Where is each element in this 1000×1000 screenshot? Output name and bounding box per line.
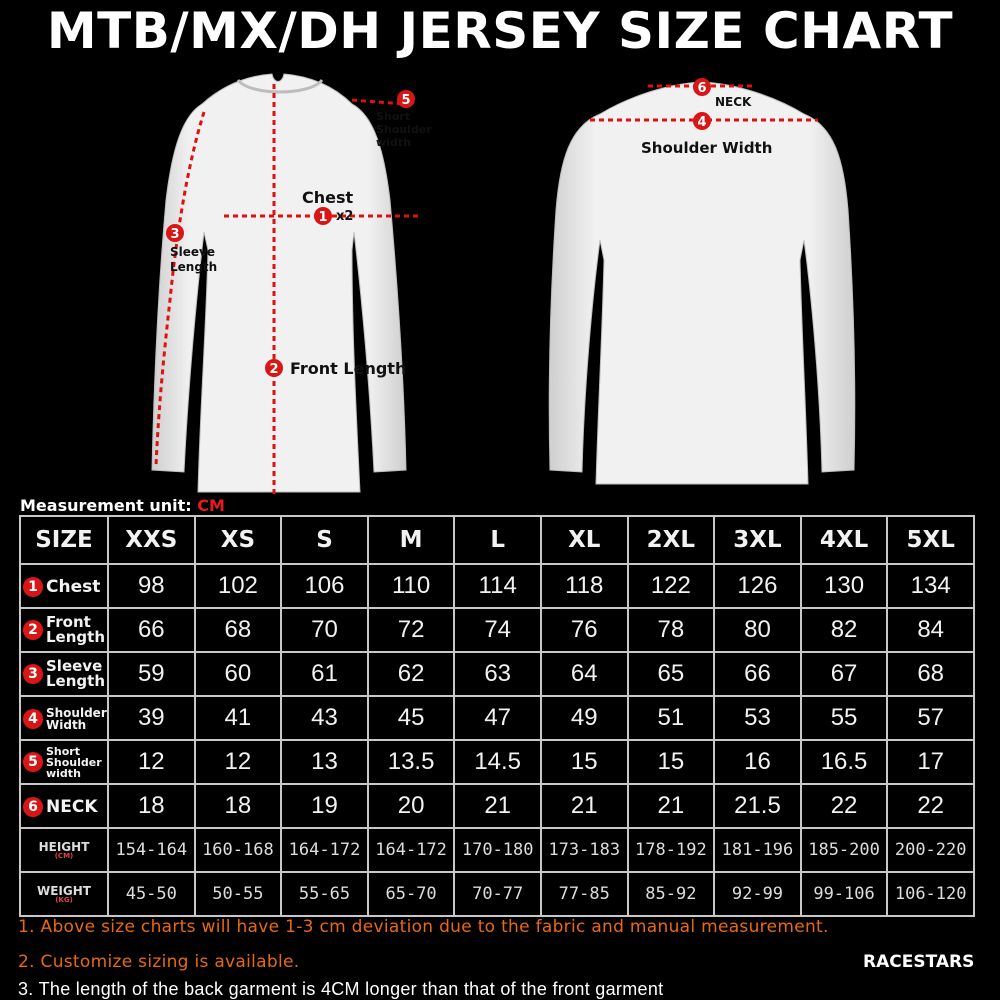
row-label-text xyxy=(46,746,102,779)
table-cell: 106 xyxy=(281,564,368,608)
table-cell: 82 xyxy=(801,608,888,652)
table-cell: 185-200 xyxy=(801,828,888,872)
table-cell: 21 xyxy=(454,784,541,828)
row-label xyxy=(20,696,108,740)
marker-3 xyxy=(166,224,184,242)
table-cell: 170-180 xyxy=(454,828,541,872)
table-row xyxy=(20,608,974,652)
marker-6 xyxy=(693,78,711,96)
table-cell: 181-196 xyxy=(714,828,801,872)
table-cell: 76 xyxy=(541,608,628,652)
table-cell: 45-50 xyxy=(108,872,195,916)
table-cell: 66 xyxy=(714,652,801,696)
row-label-line: WEIGHT xyxy=(37,883,91,898)
size-column-header: S xyxy=(281,516,368,564)
note-3: 3. The length of the back garment is 4CM longer than that of the front garment xyxy=(18,979,664,999)
row-label-text xyxy=(39,841,90,860)
row-label xyxy=(20,564,108,608)
row-label-line: HEIGHT xyxy=(38,839,90,854)
row-label-line: width xyxy=(46,766,81,780)
table-cell: 65-70 xyxy=(368,872,455,916)
size-column-header: XXS xyxy=(108,516,195,564)
short-shoulder-label xyxy=(376,110,432,149)
measurement-unit-value: CM xyxy=(197,496,225,515)
table-cell: 200-220 xyxy=(887,828,974,872)
chest-label: Chest xyxy=(302,188,354,207)
table-cell: 57 xyxy=(887,696,974,740)
row-label-text xyxy=(37,885,91,904)
table-cell: 62 xyxy=(368,652,455,696)
short-shoulder-line xyxy=(352,100,404,104)
row-number-badge: 5 xyxy=(23,752,43,772)
table-cell: 67 xyxy=(801,652,888,696)
table-cell: 45 xyxy=(368,696,455,740)
table-cell: 134 xyxy=(887,564,974,608)
table-cell: 19 xyxy=(281,784,368,828)
measurement-unit-label: Measurement unit: xyxy=(20,496,192,515)
table-cell: 77-85 xyxy=(541,872,628,916)
short-label-line3: width xyxy=(376,136,411,149)
table-cell: 164-172 xyxy=(368,828,455,872)
table-cell: 14.5 xyxy=(454,740,541,784)
row-unit-label: (CM) xyxy=(54,851,74,860)
size-column-header: 4XL xyxy=(801,516,888,564)
table-cell: 64 xyxy=(541,652,628,696)
row-label-text xyxy=(46,707,107,731)
row-label-line: Length xyxy=(46,628,105,646)
table-cell: 114 xyxy=(454,564,541,608)
row-label-text xyxy=(46,576,101,597)
row-number-badge: 3 xyxy=(23,664,43,684)
row-number-badge: 4 xyxy=(23,709,43,729)
size-column-header: 2XL xyxy=(628,516,715,564)
row-unit-label: (KG) xyxy=(55,895,73,904)
table-row xyxy=(20,564,974,608)
table-cell: 65 xyxy=(628,652,715,696)
table-cell: 22 xyxy=(887,784,974,828)
svg-text:1: 1 xyxy=(318,210,328,225)
row-label-line: Shoulder xyxy=(46,706,107,720)
short-label-line1: Short xyxy=(376,110,410,123)
table-cell: 20 xyxy=(368,784,455,828)
table-cell: 12 xyxy=(108,740,195,784)
short-label-line2: Shoulder xyxy=(376,123,432,136)
row-label xyxy=(20,872,108,916)
table-cell: 21 xyxy=(541,784,628,828)
table-cell: 18 xyxy=(195,784,282,828)
row-label-line: Shoulder xyxy=(46,755,102,769)
table-cell: 63 xyxy=(454,652,541,696)
table-cell: 122 xyxy=(628,564,715,608)
row-number-badge: 1 xyxy=(23,577,43,597)
table-cell: 85-92 xyxy=(628,872,715,916)
table-cell: 41 xyxy=(195,696,282,740)
table-cell: 55-65 xyxy=(281,872,368,916)
row-number-badge: 6 xyxy=(23,797,43,817)
table-row xyxy=(20,828,974,872)
row-number-badge: 2 xyxy=(23,620,43,640)
table-cell: 60 xyxy=(195,652,282,696)
table-cell: 21.5 xyxy=(714,784,801,828)
size-column-header: XL xyxy=(541,516,628,564)
table-cell: 154-164 xyxy=(108,828,195,872)
marker-1 xyxy=(314,207,332,225)
table-cell: 160-168 xyxy=(195,828,282,872)
row-label-line: Width xyxy=(46,718,87,732)
table-cell: 68 xyxy=(195,608,282,652)
table-row xyxy=(20,784,974,828)
row-label-line: NECK xyxy=(46,796,98,817)
row-label-text xyxy=(46,796,98,817)
row-label xyxy=(20,740,108,784)
table-cell: 118 xyxy=(541,564,628,608)
table-cell: 22 xyxy=(801,784,888,828)
table-cell: 16.5 xyxy=(801,740,888,784)
svg-text:6: 6 xyxy=(697,81,707,96)
table-cell: 15 xyxy=(628,740,715,784)
table-cell: 50-55 xyxy=(195,872,282,916)
row-label xyxy=(20,608,108,652)
size-column-header: M xyxy=(368,516,455,564)
marker-5 xyxy=(397,90,415,108)
row-label-text xyxy=(46,615,105,645)
table-cell: 49 xyxy=(541,696,628,740)
size-table xyxy=(19,515,975,917)
table-cell: 102 xyxy=(195,564,282,608)
table-header-row xyxy=(20,516,974,564)
table-cell: 110 xyxy=(368,564,455,608)
table-cell: 164-172 xyxy=(281,828,368,872)
table-cell: 74 xyxy=(454,608,541,652)
table-cell: 12 xyxy=(195,740,282,784)
table-cell: 78 xyxy=(628,608,715,652)
table-cell: 106-120 xyxy=(887,872,974,916)
marker-4 xyxy=(693,112,711,130)
brand-name: RACESTARS xyxy=(863,952,975,972)
table-cell: 126 xyxy=(714,564,801,608)
measurement-unit xyxy=(20,496,225,515)
marker-2 xyxy=(265,359,283,377)
table-cell: 17 xyxy=(887,740,974,784)
table-cell: 80 xyxy=(714,608,801,652)
table-cell: 61 xyxy=(281,652,368,696)
table-row xyxy=(20,652,974,696)
table-cell: 66 xyxy=(108,608,195,652)
svg-text:3: 3 xyxy=(170,227,180,242)
table-cell: 43 xyxy=(281,696,368,740)
svg-text:5: 5 xyxy=(401,93,411,108)
table-cell: 92-99 xyxy=(714,872,801,916)
table-cell: 98 xyxy=(108,564,195,608)
size-column-header: XS xyxy=(195,516,282,564)
row-label-line: Length xyxy=(46,672,105,690)
table-cell: 13.5 xyxy=(368,740,455,784)
row-label-line: Chest xyxy=(46,576,101,597)
note-1: 1. Above size charts will have 1-3 cm deviation due to the fabric and manual measurement. xyxy=(18,917,829,937)
front-length-label: Front Length xyxy=(290,359,407,378)
table-cell: 18 xyxy=(108,784,195,828)
shoulder-width-label: Shoulder Width xyxy=(641,139,773,157)
row-label-line: Short xyxy=(46,744,80,758)
size-header: SIZE xyxy=(20,516,108,564)
table-cell: 130 xyxy=(801,564,888,608)
table-cell: 16 xyxy=(714,740,801,784)
size-column-header: L xyxy=(454,516,541,564)
table-cell: 51 xyxy=(628,696,715,740)
table-row xyxy=(20,872,974,916)
sleeve-label xyxy=(170,245,217,275)
neck-label: NECK xyxy=(715,95,752,109)
table-cell: 59 xyxy=(108,652,195,696)
table-cell: 21 xyxy=(628,784,715,828)
row-label xyxy=(20,784,108,828)
table-cell: 13 xyxy=(281,740,368,784)
front-jersey xyxy=(152,74,406,492)
table-cell: 39 xyxy=(108,696,195,740)
table-cell: 70 xyxy=(281,608,368,652)
table-cell: 178-192 xyxy=(628,828,715,872)
size-column-header: 3XL xyxy=(714,516,801,564)
svg-text:4: 4 xyxy=(697,115,707,130)
table-cell: 15 xyxy=(541,740,628,784)
row-label-line: Front xyxy=(46,613,91,631)
chest-multiplier: x2 xyxy=(336,209,354,224)
table-cell: 53 xyxy=(714,696,801,740)
table-row xyxy=(20,696,974,740)
row-label xyxy=(20,652,108,696)
sleeve-label-line1: Sleeve xyxy=(170,245,215,259)
table-cell: 47 xyxy=(454,696,541,740)
table-cell: 55 xyxy=(801,696,888,740)
page-title: MTB/MX/DH JERSEY SIZE CHART xyxy=(46,2,954,60)
row-label xyxy=(20,828,108,872)
table-cell: 173-183 xyxy=(541,828,628,872)
row-label-line: Sleeve xyxy=(46,657,103,675)
table-cell: 84 xyxy=(887,608,974,652)
table-row xyxy=(20,740,974,784)
row-label-text xyxy=(46,659,105,689)
size-column-header: 5XL xyxy=(887,516,974,564)
svg-text:2: 2 xyxy=(269,362,279,377)
table-cell: 68 xyxy=(887,652,974,696)
table-cell: 70-77 xyxy=(454,872,541,916)
table-cell: 99-106 xyxy=(801,872,888,916)
table-cell: 72 xyxy=(368,608,455,652)
note-2: 2. Customize sizing is available. xyxy=(18,952,300,972)
sleeve-label-line2: Length xyxy=(170,260,218,274)
